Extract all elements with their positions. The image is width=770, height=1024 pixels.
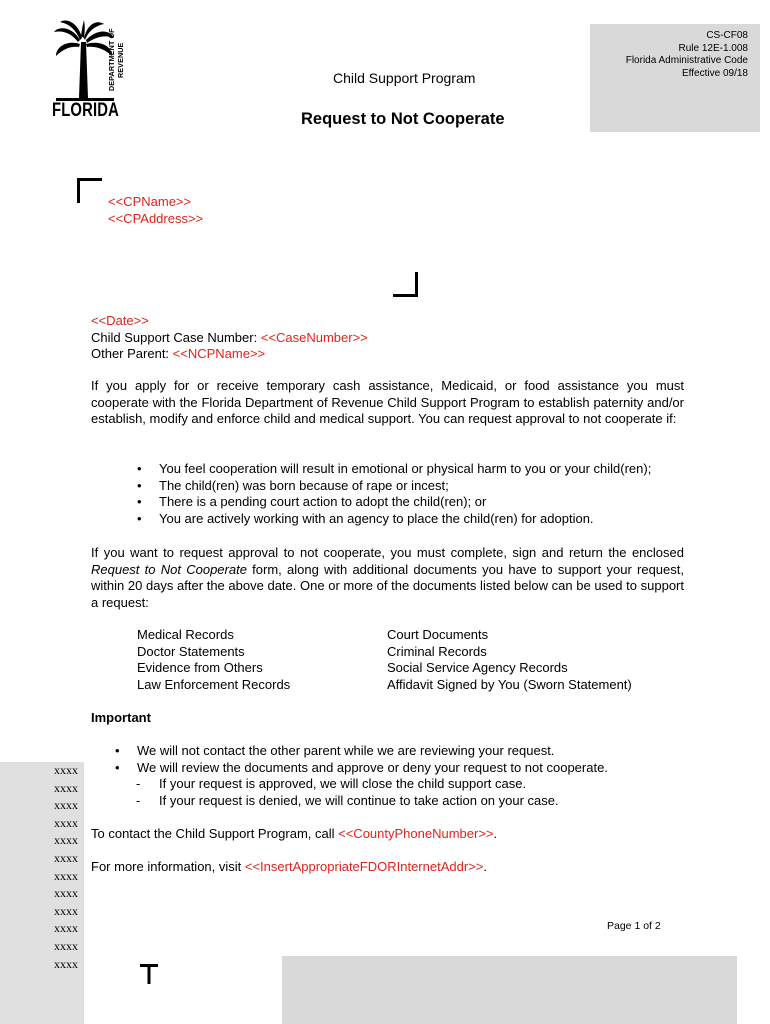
recipient-street: <<CPAddress>> — [108, 210, 204, 226]
sub-list-item: - If your request is denied, we will continue to take action on your case. — [113, 793, 713, 810]
margin-mark: xxxx — [54, 763, 78, 777]
sub-list-item: - If your request is approved, we will close the child support case. — [113, 776, 713, 793]
margin-mark: xxxx — [54, 938, 78, 953]
request-paragraph — [91, 545, 684, 611]
contact-line — [91, 826, 497, 843]
margin-mark: xxxx — [54, 868, 78, 883]
contact-end: . — [493, 826, 498, 841]
request-form-name: Request to Not Cooperate — [91, 561, 247, 577]
list-item: • We will not contact the other parent while we are reviewing your request. — [113, 743, 713, 760]
margin-mark: xxxx — [54, 956, 78, 971]
list-item: Medical Records — [137, 627, 234, 642]
margin-mark: xxxx — [54, 815, 78, 830]
list-item: Criminal Records — [387, 643, 487, 659]
documents-column-left — [137, 627, 290, 693]
list-item: • You are actively working with an agency to place the child(ren) for adoption. — [135, 511, 695, 528]
recipient-name: <<CPName>> — [108, 194, 192, 209]
address-corner-bottom-right — [393, 272, 418, 297]
address-panel — [282, 956, 737, 1024]
other-parent-label: Other Parent: — [91, 346, 173, 361]
request-text-1: If you want to request approval to not cooperate, you must complete, sign and return the enclosed — [91, 545, 684, 560]
margin-mark: xxxx — [54, 833, 78, 848]
list-item: Affidavit Signed by You (Sworn Statement) — [387, 676, 632, 692]
margin-mark: xxxx — [54, 798, 78, 813]
intro-paragraph: If you apply for or receive temporary cash assistance, Medicaid, or food assistance you must cooperate with the Florida Department of Revenue Child Support Program to establish paternity and/or establish, modify and enforce child and medical support. You can request approval to not cooperate if: — [91, 378, 684, 426]
list-item: • There is a pending court action to adopt the child(ren); or — [135, 494, 695, 511]
margin-mark: xxxx — [54, 921, 78, 936]
list-item: Social Service Agency Records — [387, 660, 568, 675]
margin-mark: xxxx — [54, 903, 78, 918]
reasons-list — [135, 461, 695, 527]
margin-mark: xxxx — [54, 850, 78, 865]
other-parent-value: <<NCPName>> — [172, 346, 266, 361]
margin-marks — [54, 762, 78, 973]
important-heading: Important — [91, 710, 151, 725]
case-number-label: Child Support Case Number: — [91, 329, 261, 345]
documents-column-right — [387, 627, 632, 693]
logo-wordmark: FLORIDA — [52, 100, 119, 121]
list-item: Law Enforcement Records — [137, 676, 291, 692]
rule-number: Rule 12E-1.008 — [678, 42, 748, 54]
form-id-block — [626, 30, 748, 80]
margin-mark: xxxx — [54, 886, 78, 901]
contact-phone: <<CountyPhoneNumber>> — [338, 826, 494, 841]
list-item: Evidence from Others — [137, 660, 263, 675]
address-corner-top-left — [77, 178, 102, 203]
list-item: • We will review the documents and approve or deny your request to not cooperate. — [113, 760, 713, 777]
case-info — [91, 313, 368, 363]
list-item: • The child(ren) was born because of rape or incest; — [135, 478, 695, 495]
contact-label: To contact the Child Support Program, call — [91, 826, 339, 841]
registration-mark — [140, 962, 160, 986]
form-id: CS-CF08 — [706, 30, 748, 41]
program-name: Child Support Program — [333, 70, 476, 86]
info-label: For more information, visit — [91, 859, 245, 874]
admin-code: Florida Administrative Code — [625, 55, 748, 67]
effective-date: Effective 09/18 — [682, 67, 748, 79]
info-line — [91, 859, 487, 876]
other-parent-line — [91, 346, 368, 363]
info-link: <<InsertAppropriateFDORInternetAddr>> — [244, 859, 484, 874]
list-item: Doctor Statements — [137, 643, 245, 659]
info-end: . — [483, 859, 487, 874]
list-item: Court Documents — [387, 627, 489, 642]
letter-date: <<Date>> — [91, 313, 149, 328]
recipient-address — [108, 194, 203, 227]
page-title: Request to Not Cooperate — [301, 110, 505, 128]
logo-department-text: DEPARTMENT OF REVENUE — [107, 28, 125, 92]
margin-mark: xxxx — [54, 780, 78, 795]
list-item: • You feel cooperation will result in emotional or physical harm to you or your child(ren); — [135, 461, 695, 478]
important-list — [113, 743, 713, 809]
case-number-value: <<CaseNumber>> — [260, 329, 368, 345]
page-number: Page 1 of 2 — [607, 920, 661, 932]
request-text-2: form, along with additional documents you have to support your request, within 20 days after the above date. One or more of the documents listed below can be used to support a request: — [91, 561, 684, 610]
case-number-line — [91, 330, 368, 347]
